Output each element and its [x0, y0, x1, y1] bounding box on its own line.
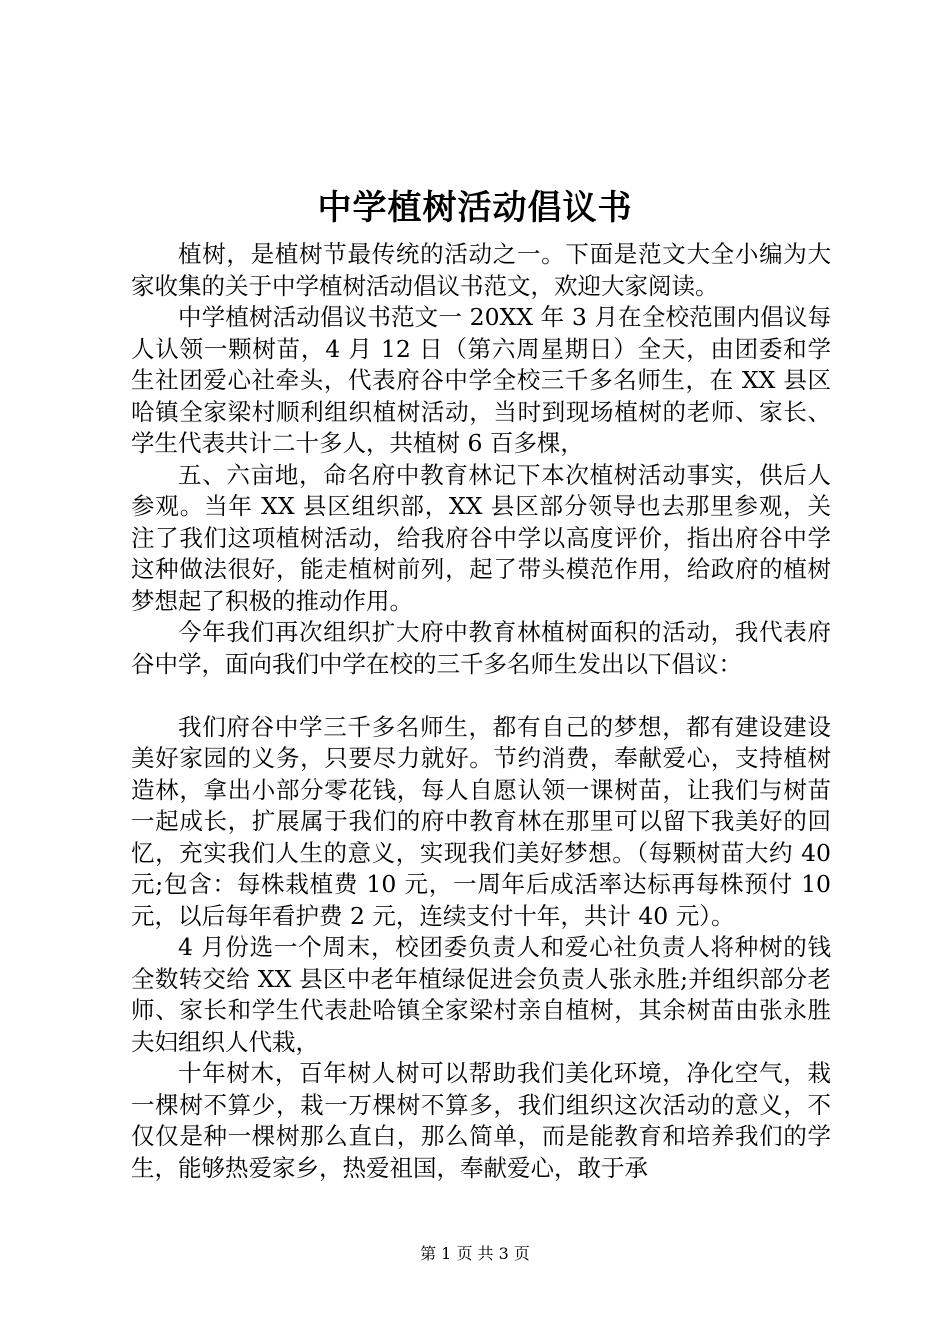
paragraph-sample-one: 中学植树活动倡议书范文一 20XX 年 3 月在全校范围内倡议每人认领一颗树苗，4 月 12 日（第六周星期日）全天，由团委和学生社团爱心社牵头，代表府谷中学全校三千多名师生，在 XX 县区哈镇全家梁村顺利组织植树活动，当时到现场植树的老师、家长、学生代表共计二十多人，共植树 6 百多棵， [131, 303, 831, 457]
paragraph-significance: 十年树木，百年树人树可以帮助我们美化环境，净化空气，栽一棵树不算少，栽一万棵树不算多，我们组织这次活动的意义，不仅仅是种一棵树那么直白，那么简单，而是能教育和培养我们的学生，能够热爱家乡，热爱祖国，奉献爱心，敢于承 [131, 1059, 831, 1182]
paragraph-proposal-intro: 今年我们再次组织扩大府中教育林植树面积的活动，我代表府谷中学，面向我们中学在校的三千多名师生发出以下倡议： [131, 618, 831, 678]
page-footer: 第 1 页 共 3 页 [420, 1244, 530, 1263]
paragraph-education-forest: 五、六亩地，命名府中教育林记下本次植树活动事实，供后人参观。当年 XX 县区组织部，XX 县区部分领导也去那里参观，关注了我们这项植树活动，给我府谷中学以高度评价，指出府谷中学这种做法很好，能走植树前列，起了带头模范作用，给政府的植树梦想起了积极的推动作用。 [131, 460, 831, 615]
paragraph-april-plan: 4 月份选一个周末，校团委负责人和爱心社负责人将种树的钱全数转交给 XX 县区中老年植绿促进会负责人张永胜;并组织部分老师、家长和学生代表赴哈镇全家梁村亲自植树，其余树苗由张永胜夫妇组织人代栽， [131, 933, 831, 1056]
page-title: 中学植树活动倡议书 [317, 188, 633, 228]
paragraph-intro: 植树，是植树节最传统的活动之一。下面是范文大全小编为大家收集的关于中学植树活动倡议书范文，欢迎大家阅读。 [131, 240, 831, 300]
blank-line [131, 680, 831, 712]
paragraph-proposal: 我们府谷中学三千多名师生，都有自己的梦想，都有建设建设美好家园的义务，只要尽力就好。节约消费，奉献爱心，支持植树造林，拿出小部分零花钱，每人自愿认领一课树苗，让我们与树苗一起成长，扩展属于我们的府中教育林在那里可以留下我美好的回忆，充实我们人生的意义，实现我们美好梦想。（每颗树苗大约 40 元;包含：每株栽植费 10 元，一周年后成活率达标再每株预付 10 元，以后每年看护费 2 元，连续支付十年，共计 40 元）。 [131, 712, 831, 930]
document-body [131, 239, 831, 1184]
